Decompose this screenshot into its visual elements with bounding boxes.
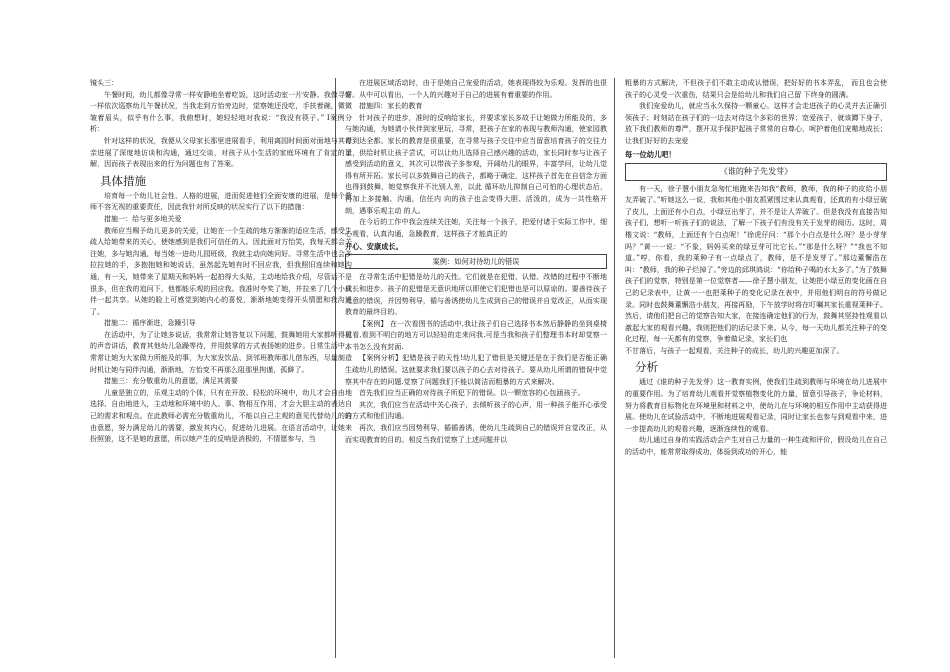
paragraph: 儿童是独立的，乐观主动的个体，只有在开放、轻松的环境中，幼儿才会自由地选择、自由地进入，主动地和环境中的人、事、物相互作用，才会大胆主动的表达自己的需求和观点。在此教师必需充分敬重幼儿，不能以自己主观的意见代替幼儿的自由意愿，努力满足幼儿的需要，激发其内心，促进幼儿进展。在语言活动中，让她来扮照狼，这不是她的意愿，所以她产生的反响是消极的，不情愿参与，当 [90,388,352,444]
story-title-box: 《谁的种子先发芽》 [625,163,887,181]
highlight-text: 开心、安康成长。 [345,242,403,252]
paragraph: 针对这样的状况，我便从父母家长那里进展看手，利用离园时间面对面地与其母亲进展了深度地访谈和沟通，通过交谈，对孩子从小生活的家庭环境有了肯定的了解，因而孩子表现出来的行为问题也有了答案。 [90,136,352,169]
measure-title: 措施三：充分敬重幼儿的意愿，满足其需要 [104,377,238,386]
paragraph: 针对孩子的进步，准时的反响给家长，并要求家长多故于让她做力所能及的，多与她沟通，为她请小伙伴到家里玩，寻常，把孩子在家的表现与教师沟通，使家园教育到达全都。家长的教育是很重要，在寻常与孩子交往中应当留意培育孩子的交往力量，供给时机让孩子尝试，可以让幼儿选择自己感兴趣的活动，家长同时参与让孩子感受到活动的意义，其次可以带孩子多参观，开阔幼儿的眼界，丰富学问，让幼儿觉得有所开拓。家长可以多鼓舞自己的孩子，都略于确定，这样孩子首先在自信念方面也得到鼓舞，她觉察我并不比别人差，以此 循环幼儿抑制自己可怕的心理状态后，再加上多接触、沟通，信任内 向的孩子也会变得大胆、活泼的，成为一共性格开朗，遇事乐观主动 的人。 [345,113,607,215]
paragraph: 有一天，徐子慧小朋友急匆忙地跑来告知我“教师，教师，我的种子的皮给小朋友弄破了。”听她这么一说，我和其他小朋友抓紧围过来认真观看，还真的有小绿豆破了皮儿，上面还有小白点，小绿豆出芽了，并不是让人弄破了。但是我没有直接告知孩子们，想听一听孩子们的说法，了解一下孩子们有没有关于发芽的阅历。这时，周楷文说：“教师，上面还有个白点呢！”徐虎仔问：“那个小白点是什么呀？是小芽芽吗？”黄一一说：“不象，妈妈买来的绿豆芽可比它长。”“那是什么呀？”“我也不知道。”哼，你看，我的莱种子有一点绿点了，教师，是不是发芽了。”那边董懈浩在叫：“教师，我的种子烂掉了。”旁边的邱琪鸿说：“你给种子喝的水太多了。”为了鼓舞孩子们的觉察，特别是第一位觉察者——徐子慧小朋友，让她把小绿豆的变化画在自己的记录表中，让黄一一也把莱种子的变化记录在表中，并用他们明自的符号做记录。同时也鼓舞董懈浩小朋友，再接再励，下午放学时将在叮嘱其家长重视莱种子。然后，请他们把自己的觉察告知大家，在接连确定他们的行为，鼓舞其坚持性观看以激起大家的观看兴趣。我则把他们的话记录下来。从今，每一天幼儿都关注种子的变化过程，每一天都有的觉察，争着做记录，家长们也 [625,184,887,344]
paragraph: 再次，我们应当因势利导、循循善诱，使幼儿生疏到自己的错误并自觉改正，从而实现教育的目的。相反当我们觉察了上述问题并以 [345,424,607,444]
paragraph: 其次，我们应当在活动中关心孩子，去倾听孩子的心声，用一种孩子能开心承受的方式和他们沟通。 [345,400,607,421]
paragraph: 在今后的工作中我会连续关注她，关注每一个孩子，把爱付诸于实际工作中，细心观看，认真沟通，急躁教育，这样孩子才能真正的 [345,218,607,238]
measure-title: 措施二：循序渐进，急躁引导 [104,319,196,328]
paragraph: 在寻常生活中犯错是幼儿的天性。它们就是在犯错、认错、改错的过程中不断地成长和进步。孩子的犯错是无意识地所以即使它们犯错也是可以原谅的。要善待孩子无意的错误，并因势利导，循与善诱使幼儿生成到自己的错误并自觉改正，从而实现教育的最终目的。 [345,273,607,317]
paragraph: 培育每一个幼儿社会性、人格的进展，进而促进他们全面安康的进展，是每个教师不容无视的重要责任，因此我针对所反映的状况实行了以下的措施： [90,191,352,212]
section-heading-measures: 具体措施 [100,173,147,188]
paragraph: 幼儿通过自身的实践活动会产生对自己力量的一种生疏和评价，假设幼儿在自己的活动中，能常常取得成功，体验到成功的开心，能 [625,436,887,457]
column-divider-right [614,78,615,658]
column-left [90,78,352,638]
paragraph: 午餐时间，幼儿都像寻常一样安静地坐着吃饭，这时活动室一片安静。我像寻常一样依次巡察幼儿午餐状况，当我走到方怡旁边时，觉察她还没吃，手扶着碗，微微皱着眉头，似乎有什么事，我俯想时，她轻轻地对我说：“我没有筷子。” Ⅰ案例分析： [90,90,352,134]
column-right [625,78,887,638]
paragraph: 在进展区域活动时，由于是她自己宠爱的活动，她表现得较为乐观、发挥的也很好。从中可以看出，一个人的兴趣对于自己的进展有着重要的作用。 [345,79,607,99]
paragraph: 【案例分析】犯错是孩子的天性!幼儿犯了错但是关键还是在于我们是否能正确生疏幼儿的错误。这就要求我们要以孩子的心去对待孩子。要从幼儿所谓的错误中觉察其中存在的问题.觉察了问题我们不能以简洁而粗暴的方式来解决。 [345,354,607,386]
paragraph: 粗暴的方式解决，不但孩子们不敢主动成认错误，把好好的书本弄乱， 而且也会使孩子的心灵受一次重伤，结果只会是给幼儿和我们自己留 下终身的圆满。 [625,79,887,99]
measure-title: 措施一：给与更多地关爱 [104,214,182,223]
paragraph: 首先我们应当正确的对待孩子所犯下的错误。以一颗宽容的心包涵孩子。 [359,389,585,398]
paragraph: 教师应当赐予幼儿更多的关爱，让她在一个生疏的地方渐渐的适应生活，感受生疏人给她带来的关心，使她感到是我们可信任的人。因此面对方怡笑，我每天都会关注她，多与她沟通，每当她一进幼儿园班级，我就主动向她问好。寻常生活中也会多拉拉她的手，多抱抱她和她说话，虽然起先她有时不回应我，但我照旧连续和她沟通，有一天，她带来了星期天和妈妈一起拍得大头贴，主动地给我介绍，尽管话不是很多，但在我的追问下，他都能乐观的回应我。我准时夸奖了她，并拉来了几个小伙伴一起共享。从她的脸上可感觉到她内心的喜悦，渐渐地她变得开头情愿和我沟通了。 [90,226,352,316]
scene-label: 镜头三： [90,79,119,87]
paragraph: 在活动中，为了让她多说话，我常常让她答复以下问题，鼓舞她用大家都听得见的声音讲话，教育其他幼儿急躁等待，并用鼓掌的方式表扬她的进步。日常生活中，常常让她为大家做力所能及的事，为大家发饮品、到邻班教师那儿借东西，尽量制造时机让她与同伴沟通，渐渐地，方怡变不再那么阻那里拘谨，孤僻了。 [90,330,352,374]
paragraph: 我们宠爱幼儿，就应当永久保持一颗童心。这样才会走进孩子的心灵并去正确引领孩子；时刻站在孩子们的一边去对待这个多彩的世界；宽爱孩子，就该蹲下身子，放下我们教师的尊严，摆开双手保护起孩子常常的自尊心，呵护着他们宠嗷地成长；让我们好好的去宠爱 [625,102,887,145]
paragraph: 【案例】 在一次看图书的活动中,我让孩子们自己选择书本然后静静的坐到桌椅前看,看到不明白的地方可以轻轻的走来问我.可是当我和孩子们整理书本时却觉察一本书怎么没有封面. [345,319,607,351]
highlight-text: 每一位幼儿吧！ [625,149,676,159]
case-title-box: 案例：如何对待幼儿的错误 [345,254,607,269]
paragraph: 通过《谁的种子先发芽》这一教育实例，使我们生疏到教师与环境在幼儿进展中的重要作用。为了培育幼儿观看并觉察植物变化的力量，留意引导孩子，争论材料，努力将教育目标物化在环境里和材料之中，使幼儿在与环境的相互作用中主动获得进展。使幼儿在试验活动中，不断地进展观看记录，同时让家长也参与到观看中来，进一步提高幼儿的观看兴趣，逐渐连续性的观看。 [625,378,887,433]
column-middle [345,78,607,638]
paragraph: 不甘落后，与孩子一起观看，关注种子的成长，幼儿的兴趣更加深了。 [625,346,844,355]
section-heading-analysis: 分析 [635,360,659,375]
measure-title: 措施四：家长的教育 [359,102,423,111]
